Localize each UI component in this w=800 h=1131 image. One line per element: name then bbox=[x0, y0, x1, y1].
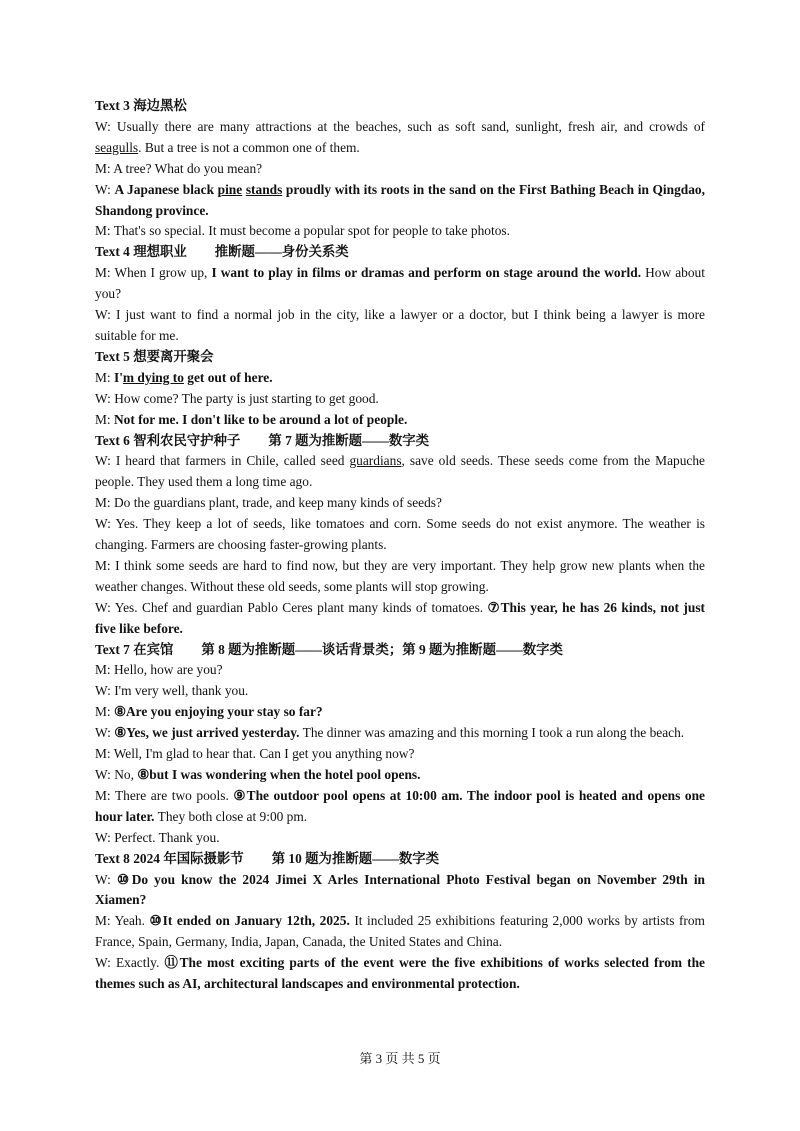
dialogue-text: W: bbox=[95, 871, 117, 887]
dialogue-text: ⑧but I was wondering when the hotel pool opens. bbox=[137, 767, 421, 782]
section-title: 理想职业 bbox=[133, 244, 187, 260]
dialogue-text: How about you? bbox=[95, 265, 705, 302]
section-note: 第 10 题为推断题——数字类 bbox=[271, 850, 440, 866]
dialogue-text: W: Exactly. bbox=[95, 955, 165, 971]
dialogue-text: M: Yeah. bbox=[95, 913, 150, 929]
dialogue-line bbox=[95, 681, 705, 702]
section-note: 第 8 题为推断题——谈话背景类；第 9 题为推断题——数字类 bbox=[201, 641, 563, 657]
dialogue-text: M: When I grow up, bbox=[95, 265, 212, 281]
dialogue-text: The dinner was amazing and this morning I took a run along the beach. bbox=[299, 725, 685, 741]
transcript-body bbox=[95, 96, 705, 995]
dialogue-text: W: No, bbox=[95, 767, 138, 782]
dialogue-line bbox=[95, 765, 705, 786]
dialogue-text: W: Yes. Chef and guardian Pablo Ceres plant many kinds of tomatoes. bbox=[95, 599, 488, 615]
section-label: Text 7 bbox=[95, 641, 130, 657]
dialogue-text: ⑧Are you enjoying your stay so far? bbox=[113, 704, 323, 720]
section-label: Text 4 bbox=[95, 244, 130, 260]
dialogue-text: M: There are two pools. bbox=[95, 787, 234, 803]
section-heading bbox=[95, 431, 705, 452]
dialogue-text: M: Well, I'm glad to hear that. Can I get you anything now? bbox=[95, 746, 415, 762]
dialogue-text: ⑦This year, he has 26 kinds, not just five like before. bbox=[95, 599, 705, 636]
dialogue-line bbox=[95, 368, 705, 389]
section-title: 想要离开聚会 bbox=[133, 348, 214, 364]
section-heading bbox=[95, 640, 705, 661]
dialogue-text: pine bbox=[217, 181, 243, 197]
dialogue-text: W: Yes. They keep a lot of seeds, like tomatoes and corn. Some seeds do not exist anymore. The weather is changing. Farmers are choosing faster-growing plants. bbox=[95, 516, 705, 553]
dialogue-text: I' bbox=[113, 369, 123, 385]
dialogue-text: M: That's so special. It must become a popular spot for people to take photos. bbox=[95, 223, 510, 239]
dialogue-text: I want to play in films or dramas and perform on stage around the world. bbox=[211, 265, 642, 281]
dialogue-text: M: bbox=[95, 411, 114, 427]
dialogue-text: It included 25 exhibitions featuring 2,000 works by artists from France, Spain, Germany, India, Japan, Canada, the United States and China. bbox=[95, 913, 705, 950]
section-label: Text 3 bbox=[95, 98, 130, 113]
dialogue-line bbox=[95, 305, 705, 347]
dialogue-text: ⑧Yes, we just arrived yesterday. bbox=[114, 725, 300, 741]
dialogue-text: ⑪The most exciting parts of the event were the five exhibitions of works selected from the themes such as AI, architectural landscapes and environmental protection. bbox=[95, 955, 705, 992]
dialogue-text: They both close at 9:00 pm. bbox=[154, 808, 308, 824]
dialogue-text: m dying to bbox=[122, 369, 184, 385]
dialogue-text: W: I just want to find a normal job in the city, like a lawyer or a doctor, but I think being a lawyer is more suitable for me. bbox=[95, 307, 705, 343]
dialogue-line bbox=[95, 180, 705, 222]
dialogue-text: guardians bbox=[349, 453, 402, 469]
dialogue-line bbox=[95, 117, 705, 159]
dialogue-line bbox=[95, 514, 705, 556]
section-heading bbox=[95, 347, 705, 368]
dialogue-text: M: A tree? What do you mean? bbox=[95, 160, 263, 176]
dialogue-line bbox=[95, 660, 705, 681]
section-label: Text 6 bbox=[95, 432, 130, 448]
section-title: 2024 年国际摄影节 bbox=[133, 850, 244, 866]
dialogue-line bbox=[95, 389, 705, 410]
dialogue-line bbox=[95, 702, 705, 723]
dialogue-text: M: bbox=[95, 704, 114, 720]
dialogue-line bbox=[95, 953, 705, 995]
dialogue-text: proudly with its roots in the sand on the First Bathing Beach in Qingdao, Shandong province. bbox=[95, 181, 705, 218]
dialogue-text: W: I'm very well, thank you. bbox=[95, 683, 249, 699]
dialogue-line bbox=[95, 870, 705, 912]
dialogue-text: . But a tree is not a common one of them. bbox=[138, 139, 360, 155]
section-heading bbox=[95, 242, 705, 263]
section-title: 海边黑松 bbox=[133, 98, 187, 113]
dialogue-text: M: I think some seeds are hard to find now, but they are very important. They help grow new plants when the weather changes. Without these old seeds, some plants will stop growing. bbox=[95, 557, 705, 594]
section-label: Text 5 bbox=[95, 348, 130, 364]
dialogue-text: M: Hello, how are you? bbox=[95, 662, 223, 678]
dialogue-line bbox=[95, 723, 705, 744]
dialogue-line bbox=[95, 828, 705, 849]
dialogue-line bbox=[95, 410, 705, 431]
dialogue-line bbox=[95, 786, 705, 828]
dialogue-text: W: I heard that farmers in Chile, called seed bbox=[95, 453, 350, 469]
page-number: 第 3 页 共 5 页 bbox=[359, 1051, 441, 1066]
dialogue-text: , save old seeds. These seeds come from the Mapuche people. They used them a long time ago. bbox=[95, 453, 705, 490]
dialogue-text: W: bbox=[95, 181, 115, 197]
dialogue-text: W: Usually there are many attractions at the beaches, such as soft sand, sunlight, fresh air, and crowds of bbox=[95, 118, 705, 134]
dialogue-line bbox=[95, 556, 705, 598]
dialogue-text: W: bbox=[95, 725, 115, 741]
dialogue-text: A Japanese black bbox=[114, 181, 218, 197]
dialogue-text: W: How come? The party is just starting to get good. bbox=[95, 390, 379, 406]
dialogue-line bbox=[95, 451, 705, 493]
section-title: 智利农民守护种子 bbox=[133, 432, 241, 448]
section-heading bbox=[95, 849, 705, 870]
dialogue-text: ⑩Do you know the 2024 Jimei X Arles International Photo Festival began on November 29th in Xiamen? bbox=[95, 871, 705, 908]
dialogue-line bbox=[95, 598, 705, 640]
dialogue-line bbox=[95, 221, 705, 242]
dialogue-text: seagulls bbox=[95, 139, 139, 155]
dialogue-text: get out of here. bbox=[183, 369, 273, 385]
dialogue-text: W: Perfect. Thank you. bbox=[95, 829, 220, 845]
dialogue-line bbox=[95, 744, 705, 765]
dialogue-text: M: bbox=[95, 369, 114, 385]
dialogue-text: stands bbox=[245, 181, 283, 197]
dialogue-text: Not for me. I don't like to be around a lot of people. bbox=[113, 411, 408, 427]
section-note: 第 7 题为推断题——数字类 bbox=[268, 432, 430, 448]
dialogue-text: M: Do the guardians plant, trade, and keep many kinds of seeds? bbox=[95, 495, 442, 511]
dialogue-text: ⑩It ended on January 12th, 2025. bbox=[149, 913, 350, 929]
dialogue-line bbox=[95, 911, 705, 953]
dialogue-text: ⑨The outdoor pool opens at 10:00 am. The indoor pool is heated and opens one hour later. bbox=[95, 787, 705, 824]
dialogue-line bbox=[95, 493, 705, 514]
dialogue-line bbox=[95, 159, 705, 180]
section-note: 推断题——身份关系类 bbox=[214, 244, 349, 260]
section-title: 在宾馆 bbox=[133, 641, 174, 657]
dialogue-line bbox=[95, 263, 705, 305]
section-label: Text 8 bbox=[95, 850, 130, 866]
section-heading bbox=[95, 96, 705, 117]
